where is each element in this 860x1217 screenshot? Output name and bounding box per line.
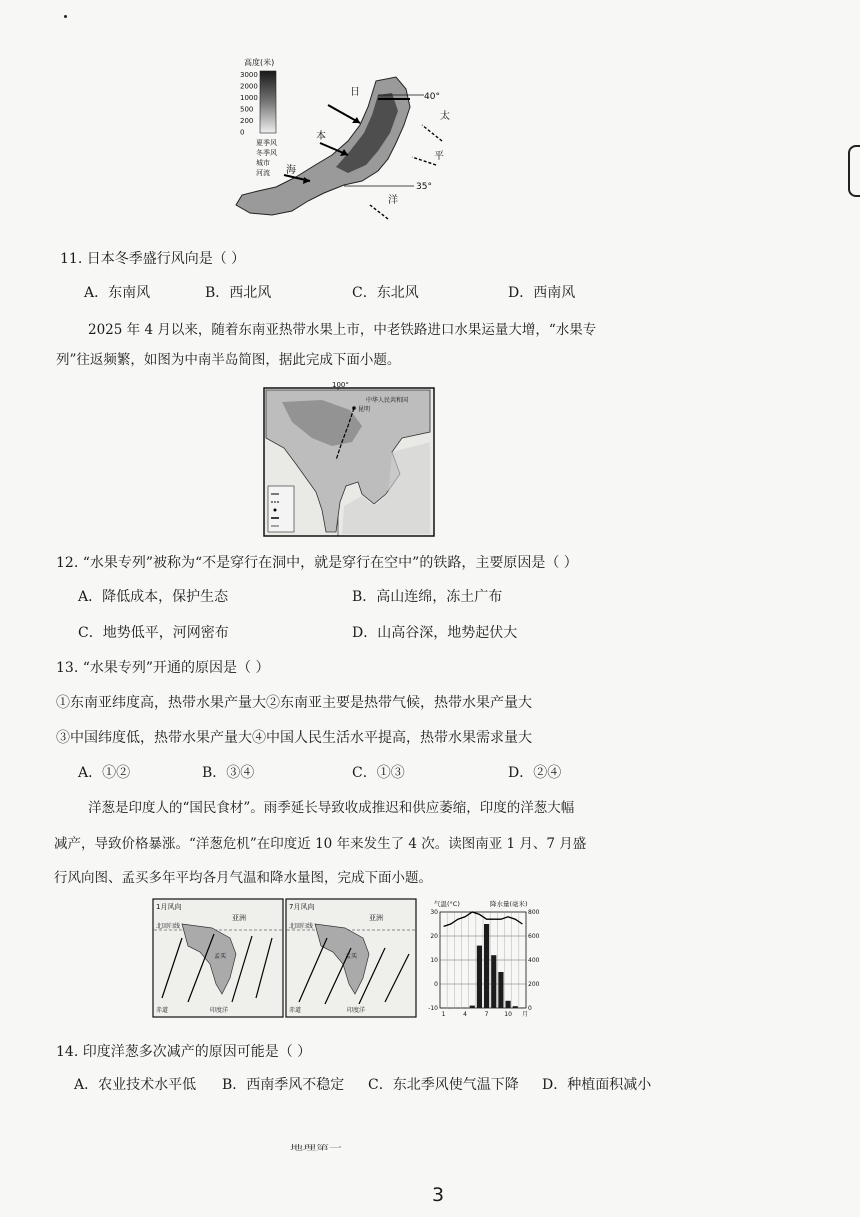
label-ping: 平 — [434, 151, 444, 162]
intro-14-line1: 洋葱是印度人的“国民食材”。雨季延长导致收成推迟和供应萎缩，印度的洋葱大幅 — [88, 800, 575, 816]
left-tick-label: 30 — [430, 909, 438, 916]
q14-option-b[interactable]: B．西南季风不稳定 — [222, 1077, 345, 1093]
label-ben: 本 — [316, 131, 326, 142]
legend-value: 2000 — [240, 82, 258, 91]
x-tick-label: 1 — [441, 1011, 446, 1018]
lat-40-label: 40° — [424, 92, 440, 102]
q12-option-a[interactable]: A．降低成本，保护生态 — [78, 589, 229, 605]
q13-option-d[interactable]: D．②④ — [508, 765, 562, 781]
jan-title: 1月风向 — [156, 903, 182, 911]
legend-value: 1000 — [240, 94, 258, 102]
q11-option-c[interactable]: C．东北风 — [352, 285, 419, 301]
jul-asia: 亚洲 — [369, 914, 383, 922]
jul-city: 孟买 — [345, 953, 358, 960]
precip-bar — [520, 1008, 525, 1009]
legend-value: 200 — [240, 117, 254, 125]
q11-option-b[interactable]: B．西北风 — [205, 285, 272, 301]
legend-title: 高度(米) — [244, 58, 275, 67]
climate-chart — [420, 898, 552, 1020]
city-label: 昆明 — [358, 406, 371, 413]
right-tick-label: 200 — [528, 981, 540, 988]
left-tick-label: 0 — [434, 981, 438, 988]
q11-stem: 11. 日本冬季盛行风向是（ ） — [60, 251, 246, 267]
label-tai: 太 — [440, 111, 450, 122]
q12-option-c[interactable]: C．地势低平，河网密布 — [78, 625, 229, 641]
lat-35-label: 35° — [416, 182, 432, 192]
precip-bar — [441, 1008, 446, 1009]
x-tick-label: 7 — [484, 1011, 489, 1018]
label-yang: 洋 — [388, 195, 398, 206]
jul-tropic: 北回归线 — [289, 923, 314, 930]
jan-tropic: 北回归线 — [156, 923, 181, 930]
q13-statement-2: ③中国纬度低，热带水果产量大④中国人民生活水平提高，热带水果需求量大 — [56, 730, 532, 746]
precip-bar — [448, 1008, 453, 1009]
precip-axis-label: 降水量(毫米) — [490, 900, 528, 908]
precip-bar — [470, 1006, 475, 1008]
country-label: 中华人民共和国 — [366, 397, 409, 404]
q13-stem: 13. “水果专列”开通的原因是（ ） — [56, 660, 270, 676]
precip-bar — [491, 955, 496, 1008]
right-tick-label: 600 — [528, 933, 540, 940]
q13-statement-1: ①东南亚纬度高，热带水果产量大②东南亚主要是热带气候，热带水果产量大 — [56, 695, 532, 711]
label-hai: 海 — [286, 165, 296, 176]
precip-bar — [484, 924, 489, 1008]
q11-option-d[interactable]: D．西南风 — [508, 285, 576, 301]
q13-option-c[interactable]: C．①③ — [352, 765, 405, 781]
temp-axis-label: 气温(°C) — [434, 900, 460, 908]
q12-option-d[interactable]: D．山高谷深，地势起伏大 — [352, 625, 518, 641]
q14-option-c[interactable]: C．东北季风使气温下降 — [368, 1077, 519, 1093]
q13-option-b[interactable]: B．③④ — [202, 765, 255, 781]
jul-equator: 赤道 — [289, 1007, 302, 1014]
jul-ocean: 印度洋 — [347, 1007, 366, 1014]
legend-item: 河流 — [256, 169, 270, 177]
q11-option-a[interactable]: A．东南风 — [84, 285, 151, 301]
x-tick-label: 10 — [504, 1011, 512, 1018]
legend-value: 0 — [240, 128, 245, 137]
left-tick-label: 10 — [430, 957, 438, 964]
precip-bar — [477, 946, 482, 1008]
right-tick-label: 0 — [528, 1005, 532, 1012]
scan-edge-mark — [848, 145, 860, 197]
q14-option-a[interactable]: A．农业技术水平低 — [74, 1077, 197, 1093]
intro-12-13-line2: 列”往返频繁，如图为中南半岛简图，据此完成下面小题。 — [56, 352, 401, 368]
x-unit-label: 月 — [522, 1011, 529, 1018]
legend-item: 夏季风 — [256, 139, 277, 147]
precip-bar — [506, 1001, 511, 1008]
legend-item: 冬季风 — [256, 149, 277, 157]
precip-bar — [463, 1008, 468, 1009]
japan-map — [228, 55, 458, 225]
legend-value: 500 — [240, 105, 254, 114]
page-number: 3 — [432, 1184, 445, 1206]
x-tick-label: 4 — [463, 1011, 467, 1018]
legend-value: 3000 — [240, 71, 258, 79]
footer-fragment: 地理第一 — [290, 1144, 343, 1152]
precip-bar — [498, 972, 503, 1008]
left-tick-label: 20 — [430, 933, 438, 940]
jan-asia: 亚洲 — [232, 914, 246, 922]
jan-city: 孟买 — [214, 953, 227, 960]
intro-14-line2: 减产，导致价格暴涨。“洋葱危机”在印度近 10 年来发生了 4 次。读图南亚 1 月、7 月盛 — [54, 836, 587, 852]
q14-stem: 14. 印度洋葱多次减产的原因可能是（ ） — [56, 1044, 312, 1060]
left-tick-label: -10 — [428, 1005, 438, 1012]
precip-bar — [455, 1008, 460, 1009]
legend-item: 城市 — [256, 159, 270, 167]
monsoon-map-january — [152, 898, 284, 1018]
right-tick-label: 800 — [528, 909, 540, 916]
q12-option-b[interactable]: B．高山连绵，冻土广布 — [352, 589, 503, 605]
jan-equator: 赤道 — [156, 1007, 169, 1014]
scan-dot — [64, 15, 67, 18]
intro-14-line3: 行风向图、孟买多年平均各月气温和降水量图，完成下面小题。 — [54, 870, 432, 886]
q13-option-a[interactable]: A．①② — [78, 765, 131, 781]
meridian-label: 100° — [332, 382, 349, 389]
q14-option-d[interactable]: D．种植面积减小 — [542, 1077, 652, 1093]
monsoon-map-july — [285, 898, 417, 1018]
indochina-map — [262, 382, 436, 538]
jul-title: 7月风向 — [289, 903, 315, 911]
right-tick-label: 400 — [528, 957, 540, 964]
jan-ocean: 印度洋 — [210, 1007, 229, 1014]
q12-stem: 12. “水果专列”被称为“不是穿行在洞中，就是穿行在空中”的铁路，主要原因是（ ） — [56, 555, 578, 571]
intro-12-13-line1: 2025 年 4 月以来，随着东南亚热带水果上市，中老铁路进口水果运量大增，“水果专 — [88, 322, 597, 338]
label-ri: 日 — [350, 87, 360, 98]
precip-bar — [513, 1006, 518, 1008]
